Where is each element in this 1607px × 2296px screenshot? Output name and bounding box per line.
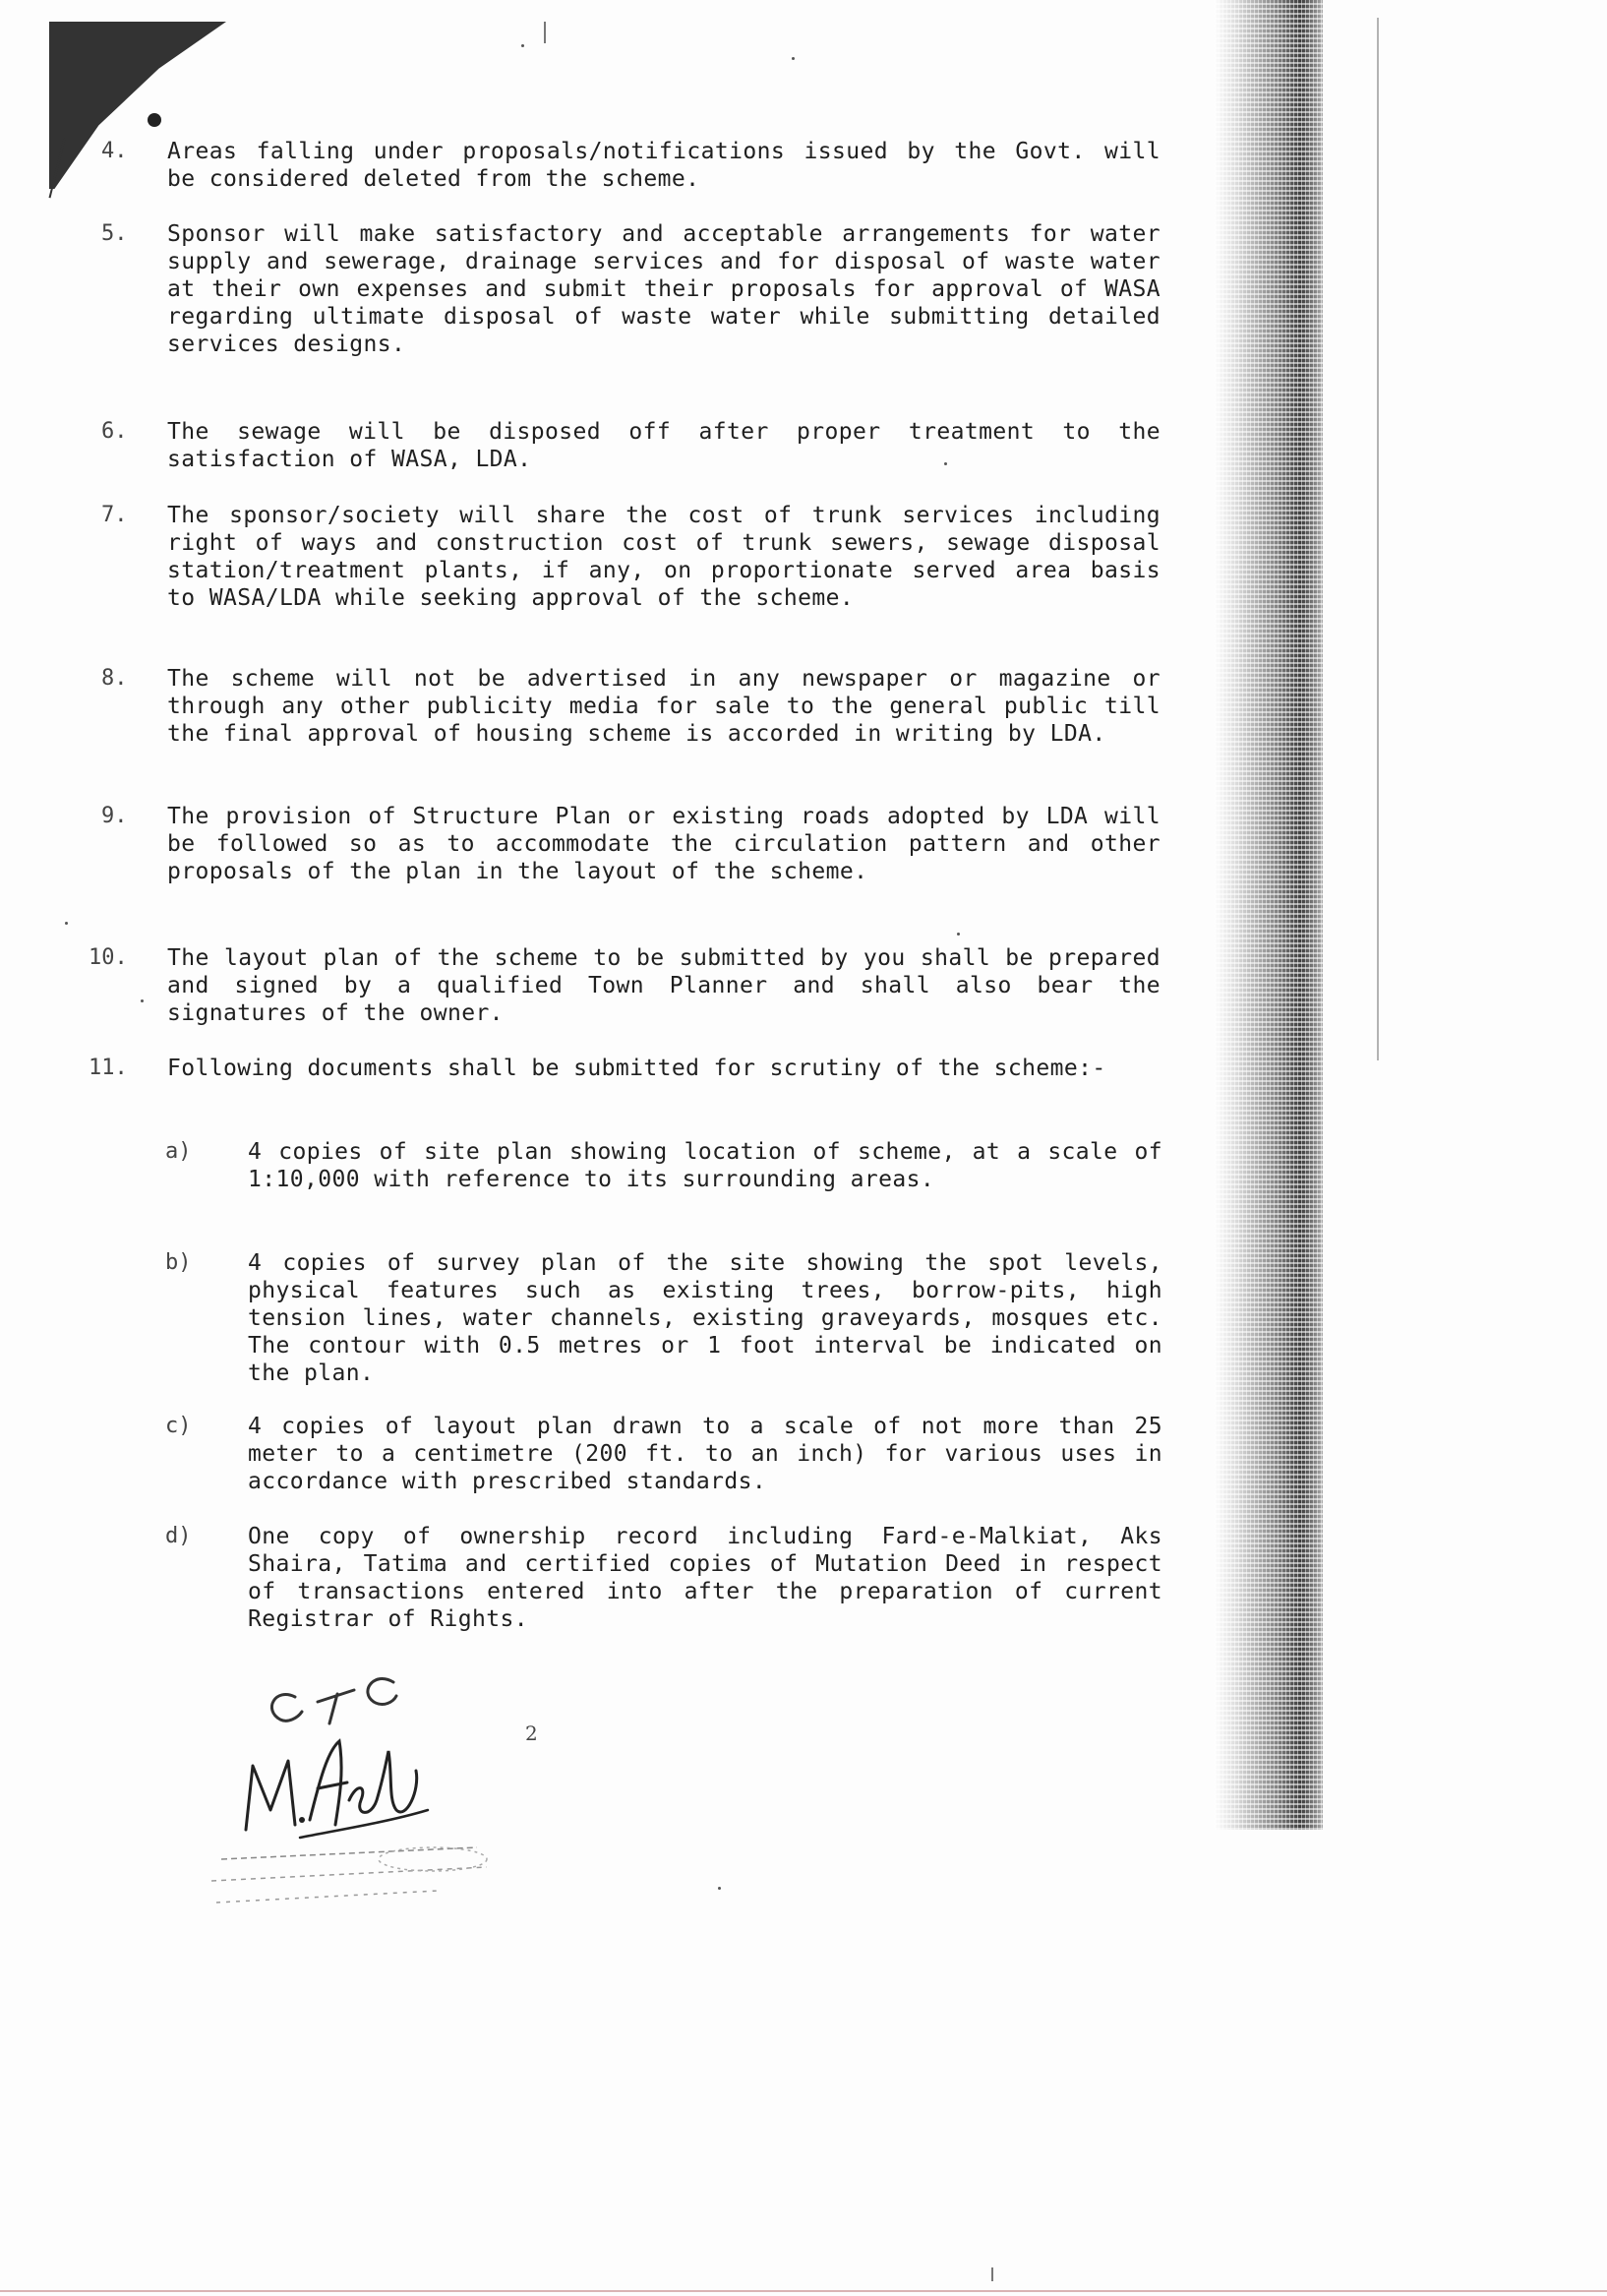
page-number: 2 (525, 1722, 538, 1745)
item-text: Following documents shall be submitted for scrutiny of the scheme:- (167, 1056, 1106, 1081)
signature-stamp (192, 1662, 516, 1908)
item-number: 4. (101, 139, 128, 163)
item-text: Areas falling under proposals/notifications issued by the Govt. will be considered deleted from the scheme. (167, 139, 1161, 192)
photocopy-edge-line (1377, 18, 1379, 1060)
photocopy-speck (148, 113, 161, 127)
item-text: Sponsor will make satisfactory and acceptable arrangements for water supply and sewerage, drainage services and for disposal of waste water at their own expenses and submit their proposals for approval of WASA regarding ultimate disposal of waste water while submitting detailed services designs. (167, 221, 1161, 357)
item-number: 5. (101, 221, 128, 246)
item-text: The provision of Structure Plan or existing roads adopted by LDA will be followed so as to accommodate the circulation pattern and other proposals of the plan in the layout of the scheme. (167, 804, 1161, 884)
photocopy-speck (65, 922, 68, 925)
photocopy-mark (991, 2267, 993, 2281)
item-number: 10. (89, 945, 128, 970)
photocopy-speck (521, 44, 524, 47)
sub-item-text: One copy of ownership record including Fard-e-Malkiat, Aks Shaira, Tatima and certified copies of Mutation Deed in respect of transactions entered into after the preparation of current Registrar of Rights. (248, 1524, 1162, 1632)
photocopy-speck (141, 999, 144, 1002)
sub-item-label: d) (165, 1524, 192, 1548)
photocopy-edge-noise (1215, 0, 1323, 1830)
sub-item-text: 4 copies of layout plan drawn to a scale of not more than 25 meter to a centimetre (200 ft. to an inch) for various uses in accordance with prescribed standards. (248, 1414, 1162, 1494)
item-number: 6. (101, 419, 128, 444)
photocopy-mark (544, 22, 546, 43)
sub-item-label: b) (165, 1250, 192, 1275)
page-bottom-edge (0, 2290, 1607, 2292)
item-text: The sewage will be disposed off after proper treatment to the satisfaction of WASA, LDA. (167, 419, 1161, 472)
item-text: The layout plan of the scheme to be submitted by you shall be prepared and signed by a qualified Town Planner and shall also bear the signatures of the owner. (167, 945, 1161, 1026)
item-number: 9. (101, 804, 128, 828)
signature-drawing (192, 1662, 516, 1908)
item-number: 8. (101, 666, 128, 691)
photocopy-speck (792, 57, 795, 60)
sub-item-label: a) (165, 1139, 192, 1164)
photocopy-speck (718, 1887, 721, 1890)
item-text: The scheme will not be advertised in any newspaper or magazine or through any other publicity media for sale to the general public till the final approval of housing scheme is accorded in writing by LDA. (167, 666, 1161, 747)
item-text: The sponsor/society will share the cost of trunk services including right of ways and construction cost of trunk sewers, sewage disposal station/treatment plants, if any, on proportionate served area basis to WASA/LDA while seeking approval of the scheme. (167, 503, 1161, 611)
sub-item-text: 4 copies of survey plan of the site showing the spot levels, physical features such as existing trees, borrow-pits, high tension lines, water channels, existing graveyards, mosques etc. The contour with 0.5 metres or 1 foot interval be indicated on the plan. (248, 1250, 1162, 1386)
sub-item-label: c) (165, 1414, 192, 1438)
photocopy-speck (957, 933, 960, 936)
sub-item-text: 4 copies of site plan showing location of scheme, at a scale of 1:10,000 with reference to its surrounding areas. (248, 1139, 1162, 1192)
item-number: 11. (89, 1056, 128, 1080)
item-number: 7. (101, 503, 128, 527)
